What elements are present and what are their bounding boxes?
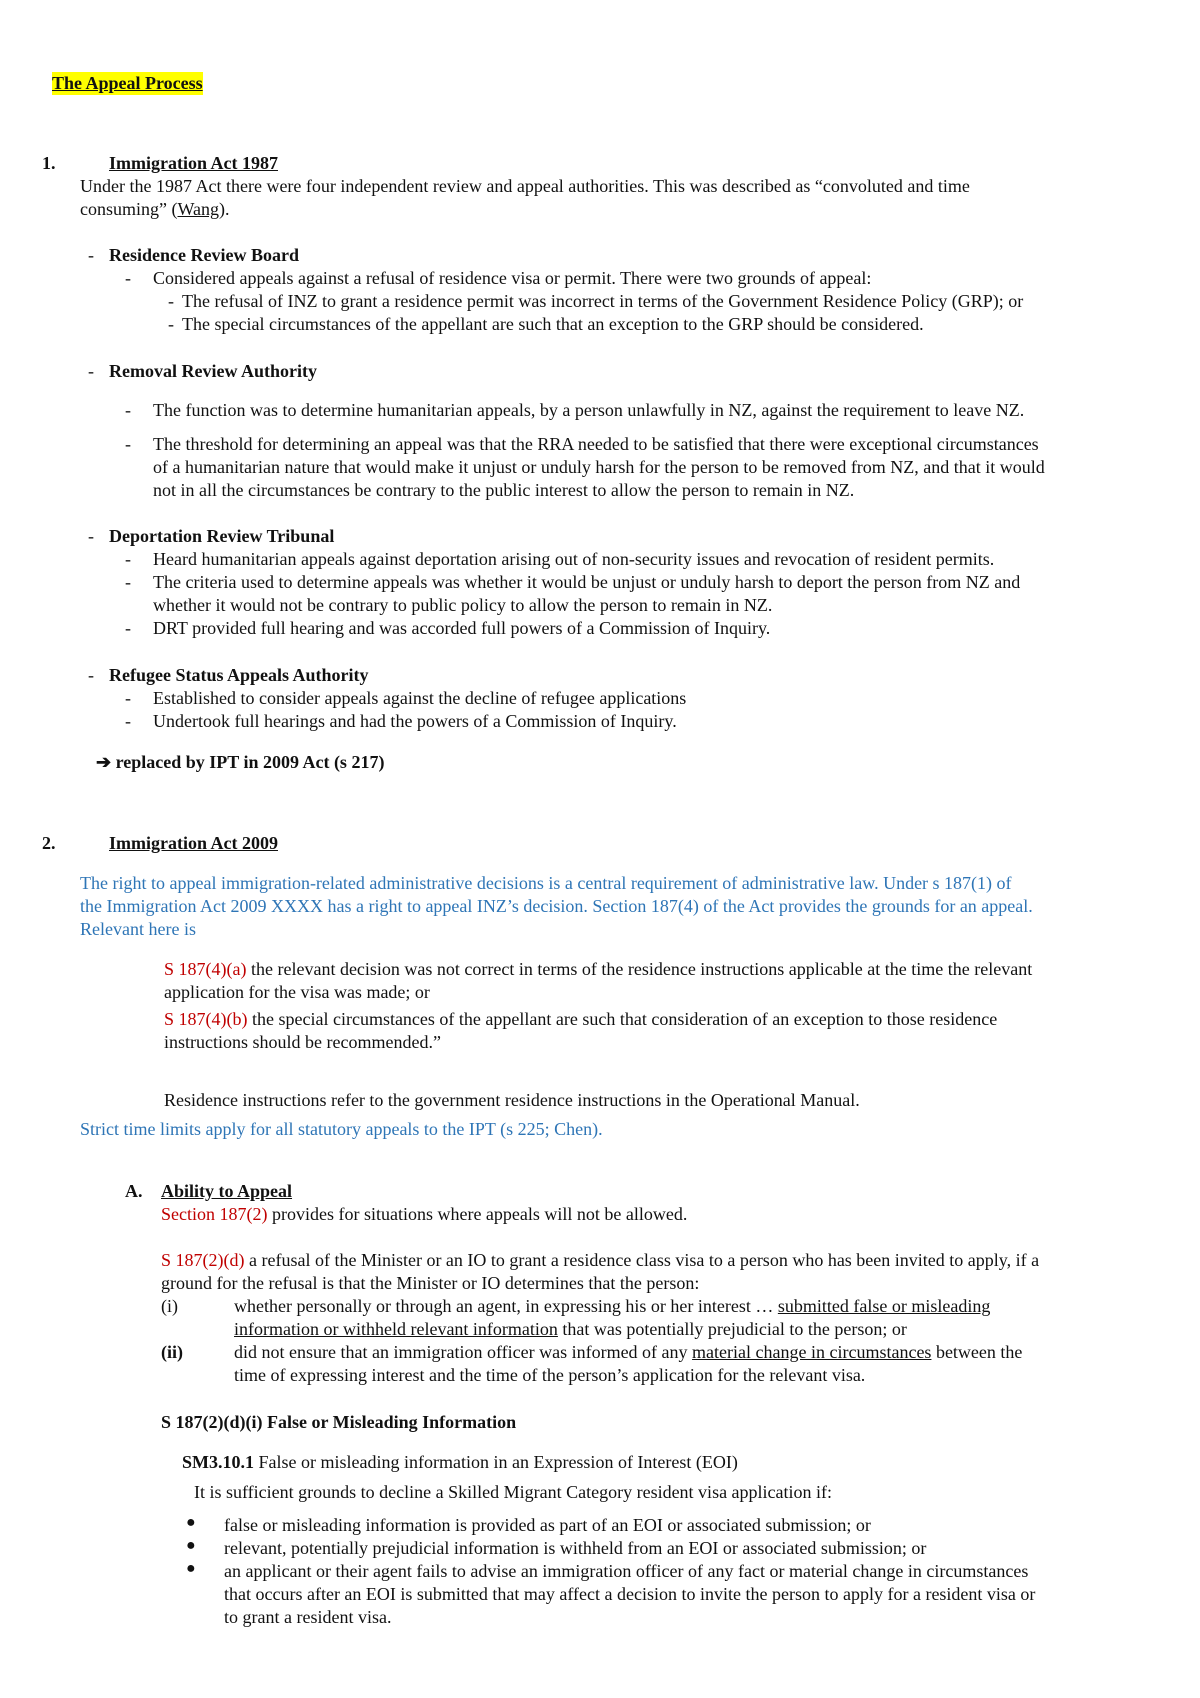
appeal-right-paragraph: The right to appeal immigration-related administrative decisions is a central requirement of administrative law. Under s 187(1) of	[80, 873, 1012, 893]
item-ii-text	[234, 1341, 1022, 1364]
section-1-intro-line: Under the 1987 Act there were four independent review and appeal authorities. This was described as “convoluted and time	[80, 176, 970, 196]
section-2-number: 2.	[42, 833, 56, 853]
fmi-heading: S 187(2)(d)(i) False or Misleading Information	[161, 1412, 517, 1432]
section-reference: Section 187(2)	[161, 1204, 268, 1224]
intro-text: ).	[219, 199, 230, 219]
dash-marker: -	[125, 268, 131, 288]
appeal-right-paragraph: the Immigration Act 2009 XXXX has a right to appeal INZ’s decision. Section 187(4) of the Act provides the grounds for an appeal.	[80, 896, 1033, 916]
subsection-a-heading: Ability to Appeal	[161, 1181, 293, 1201]
ground-text: the special circumstances of the appellant are such that consideration of an exception to those residence	[247, 1009, 998, 1029]
dash-marker: -	[88, 245, 94, 265]
rra-bullet: The threshold for determining an appeal was that the RRA needed to be satisfied that there were exceptional circumstances	[153, 434, 1039, 454]
section-reference: S 187(2)(d)	[161, 1250, 245, 1270]
replaced-note	[96, 751, 384, 774]
arrow-icon: ➔	[96, 752, 112, 772]
item-ii-text: time of expressing interest and the time of the person’s application for the relevant visa.	[234, 1365, 866, 1385]
drt-bullet: The criteria used to determine appeals was whether it would be unjust or unduly harsh to deport the person from NZ and	[153, 572, 1021, 592]
rra-bullet: not in all the circumstances be contrary to the public interest to allow the person to remain in NZ.	[153, 480, 855, 500]
section-text: a refusal of the Minister or an IO to grant a residence class visa to a person who has been invited to apply, if a	[244, 1250, 1040, 1270]
replaced-text: replaced by IPT in 2009 Act (s 217)	[115, 752, 385, 772]
section-187-2-line	[161, 1203, 687, 1226]
bullet-icon: ●	[186, 1514, 196, 1531]
drt-bullet: Heard humanitarian appeals against deportation arising out of non-security issues and revocation of resident permits.	[153, 549, 995, 569]
rsaa-bullet: Established to consider appeals against the decline of refugee applications	[153, 688, 687, 708]
bullet-icon: ●	[186, 1560, 196, 1577]
dash-marker: -	[168, 291, 174, 311]
rra-heading: Removal Review Authority	[109, 361, 317, 381]
section-1-number: 1.	[42, 153, 56, 173]
section-reference: S 187(4)(b)	[164, 1009, 248, 1029]
sufficient-grounds-text: It is sufficient grounds to decline a Skilled Migrant Category resident visa application if:	[194, 1482, 833, 1502]
section-text: provides for situations where appeals will not be allowed.	[267, 1204, 688, 1224]
fmi-bullet-point: false or misleading information is provided as part of an EOI or associated submission; or	[224, 1515, 871, 1535]
rsaa-bullet: Undertook full hearings and had the powers of a Commission of Inquiry.	[153, 711, 677, 731]
fmi-bullet-point: that occurs after an EOI is submitted that may affect a decision to invite the person to apply for a resident visa or	[224, 1584, 1036, 1604]
section-2-heading: Immigration Act 2009	[109, 833, 278, 853]
item-text: whether personally or through an agent, in expressing his or her interest …	[234, 1296, 778, 1316]
item-i-text	[234, 1295, 990, 1318]
bullet-icon: ●	[186, 1537, 196, 1554]
rra-bullet: The function was to determine humanitarian appeals, by a person unlawfully in NZ, against the requirement to leave NZ.	[153, 400, 1025, 420]
item-text: did not ensure that an immigration officer was informed of any	[234, 1342, 693, 1362]
underlined-phrase: material change in circumstances	[692, 1342, 932, 1362]
ground-187-4-b: instructions should be recommended.”	[164, 1032, 441, 1052]
intro-text: consuming” (	[80, 199, 178, 219]
ground-187-4-b	[164, 1008, 997, 1031]
subsection-a-letter: A.	[125, 1181, 143, 1201]
dash-marker: -	[125, 434, 131, 454]
rrb-bullet: Considered appeals against a refusal of residence visa or permit. There were two grounds of appeal:	[153, 268, 872, 288]
underlined-phrase: information or withheld relevant information	[234, 1319, 558, 1339]
document-title: The Appeal Process	[52, 73, 203, 93]
drt-bullet: whether it would not be contrary to public policy to allow the person to remain in NZ.	[153, 595, 773, 615]
sm-rule-text: False or misleading information in an Expression of Interest (EOI)	[254, 1452, 738, 1472]
dash-marker: -	[125, 711, 131, 731]
section-1-intro-line	[80, 198, 230, 221]
dash-marker: -	[125, 688, 131, 708]
fmi-bullet-point: relevant, potentially prejudicial information is withheld from an EOI or associated submission; or	[224, 1538, 927, 1558]
ground-text: the relevant decision was not correct in terms of the residence instructions applicable at the time the relevant	[246, 959, 1033, 979]
time-limits-note: Strict time limits apply for all statutory appeals to the IPT (s 225; Chen).	[80, 1119, 603, 1139]
item-text: between the	[931, 1342, 1023, 1362]
dash-marker: -	[88, 361, 94, 381]
residence-instructions-note: Residence instructions refer to the government residence instructions in the Operational Manual.	[164, 1090, 860, 1110]
dash-marker: -	[168, 314, 174, 334]
item-i-label: (i)	[161, 1296, 178, 1316]
sm-rule-reference: SM3.10.1	[182, 1452, 254, 1472]
item-ii-label: (ii)	[161, 1342, 183, 1362]
underlined-phrase: submitted false or misleading	[777, 1296, 991, 1316]
sm-rule-line	[182, 1451, 738, 1474]
ground-187-4-a	[164, 958, 1032, 981]
fmi-bullet-point: an applicant or their agent fails to advise an immigration officer of any fact or material change in circumstances	[224, 1561, 1029, 1581]
dash-marker: -	[88, 526, 94, 546]
section-reference: S 187(4)(a)	[164, 959, 247, 979]
case-citation-wang: Wang	[177, 199, 220, 219]
section-1-heading: Immigration Act 1987	[109, 153, 278, 173]
appeal-right-paragraph: Relevant here is	[80, 919, 196, 939]
rrb-heading: Residence Review Board	[109, 245, 299, 265]
dash-marker: -	[125, 572, 131, 592]
dash-marker: -	[125, 618, 131, 638]
item-text: that was potentially prejudicial to the person; or	[557, 1319, 907, 1339]
rsaa-heading: Refugee Status Appeals Authority	[109, 665, 369, 685]
dash-marker: -	[125, 400, 131, 420]
dash-marker: -	[125, 549, 131, 569]
fmi-bullet-point: to grant a resident visa.	[224, 1607, 392, 1627]
drt-heading: Deportation Review Tribunal	[109, 526, 335, 546]
ground-187-4-a: application for the visa was made; or	[164, 982, 430, 1002]
item-i-text	[234, 1318, 907, 1341]
rra-bullet: of a humanitarian nature that would make it unjust or unduly harsh for the person to be removed from NZ, and that it would	[153, 457, 1045, 477]
drt-bullet: DRT provided full hearing and was accorded full powers of a Commission of Inquiry.	[153, 618, 771, 638]
rrb-ground: The special circumstances of the appellant are such that an exception to the GRP should be considered.	[182, 314, 924, 334]
section-187-2-d: ground for the refusal is that the Minister or IO determines that the person:	[161, 1273, 700, 1293]
section-187-2-d	[161, 1249, 1039, 1272]
dash-marker: -	[88, 665, 94, 685]
rrb-ground: The refusal of INZ to grant a residence permit was incorrect in terms of the Government Residence Policy (GRP); or	[182, 291, 1024, 311]
